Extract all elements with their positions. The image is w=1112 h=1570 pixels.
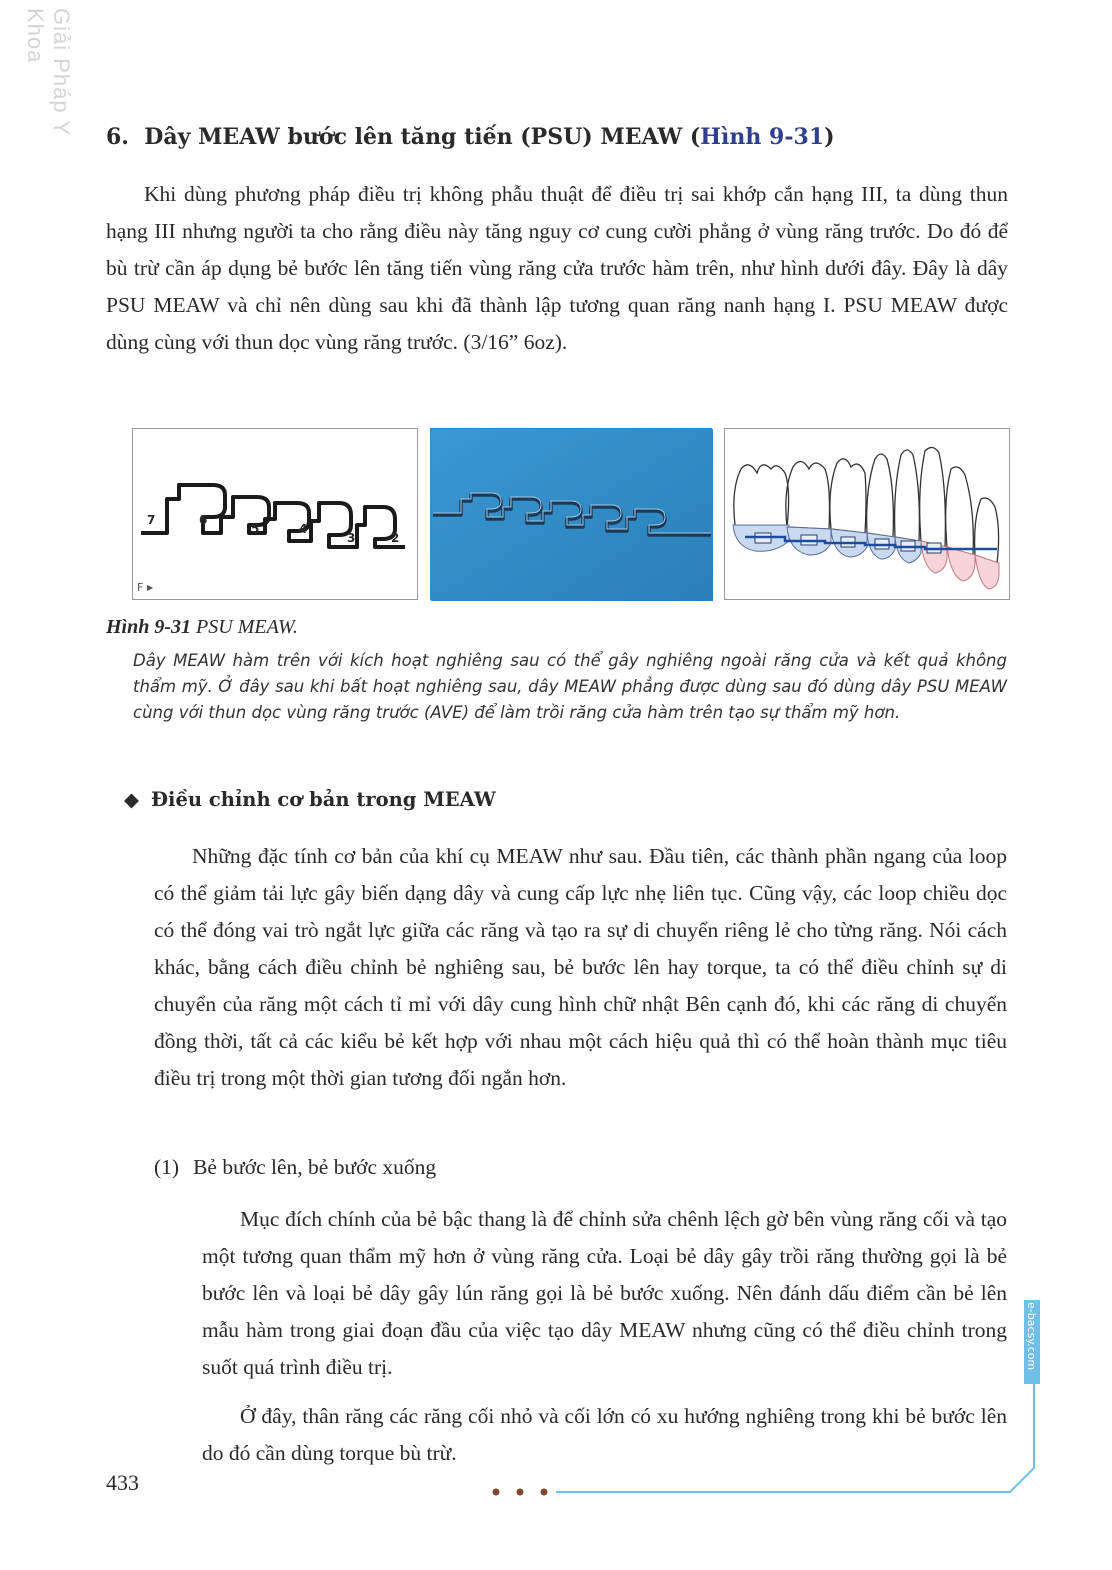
panel-label: F (137, 581, 144, 594)
teeth-illustration-panel (724, 428, 1010, 600)
figure-9-31 (132, 428, 1010, 602)
wire-diagram-icon (133, 429, 419, 601)
subsection-number: (1) (154, 1155, 180, 1179)
section-number: 6. (106, 124, 129, 150)
wire-photo-panel (430, 428, 712, 600)
figure-caption-title (106, 616, 298, 639)
page-number: 433 (106, 1470, 139, 1495)
section-title-close: ) (824, 124, 835, 150)
side-label-text: Giải Pháp Y Khoa (23, 8, 74, 136)
teeth-illustration-icon (725, 429, 1011, 601)
loop-number-3: 3 (347, 531, 356, 545)
side-label (0, 4, 74, 194)
intro-paragraph: Khi dùng phương pháp điều trị không phẫu thuật để điều trị sai khớp cắn hạng III, ta dùng thun hạng III nhưng người ta cho rằng điều này tăng nguy cơ cung cười phẳng ở vùng răng trước. Do đó để bù trừ cần áp dụng bẻ bước lên tăng tiến vùng răng cửa trước hàm trên, như hình dưới đây. Đây là dây PSU MEAW và chỉ nên dùng sau khi đã thành lập tương quan răng nanh hạng I. PSU MEAW được dùng cùng với thun dọc vùng răng trước. (3/16” 6oz). (106, 182, 1008, 354)
wire-photo-icon (431, 429, 713, 601)
bullet-heading (124, 788, 496, 811)
page-decoration-icon (470, 1380, 1050, 1510)
panel-arrow-icon: ▶ (147, 583, 154, 592)
watermark-text: e-bacsy.com (1025, 1302, 1038, 1371)
figure-caption-subtitle: PSU MEAW. (191, 616, 298, 638)
basic-adjustment-paragraph: Những đặc tính cơ bản của khí cụ MEAW như sau. Đầu tiên, các thành phần ngang của loop có thể giảm tải lực gây biến dạng dây và cung cấp lực nhẹ liên tục. Cũng vậy, các loop chiều dọc có thể đóng vai trò ngắt lực giữa các răng và tạo ra sự di chuyển riêng lẻ cho từng răng. Nói cách khác, bằng cách điều chỉnh bẻ nghiêng sau, bẻ bước lên hay torque, ta có thể điều chỉnh sự di chuyển của răng một cách tỉ mỉ với dây cung hình chữ nhật Bên cạnh đó, khi các răng di chuyển đồng thời, tất cả các kiểu bẻ kết hợp với nhau một cách hiệu quả thì có thể hoàn thành mục tiêu điều trị trong một thời gian tương đối ngắn hơn. (154, 844, 1007, 1090)
watermark-tab (1024, 1300, 1040, 1384)
loop-number-4: 4 (299, 522, 308, 536)
diamond-bullet-icon: ◆ (124, 788, 139, 811)
loop-number-7: 7 (147, 513, 156, 527)
step-purpose-paragraph: Mục đích chính của bẻ bậc thang là để chỉnh sửa chênh lệch gờ bên vùng răng cối và tạo một tương quan thẩm mỹ hơn ở vùng răng cửa. Loại bẻ dây gây trồi răng thường gọi là bẻ bước lên và loại bẻ dây gây lún răng gọi là bẻ bước xuống. Nên đánh dấu điểm cần bẻ lên mẫu hàm trong giai đoạn đầu của việc tạo dây MEAW nhưng cũng có thể điều chỉnh trong suốt quá trình điều trị. (202, 1207, 1007, 1379)
subsection-title: Bẻ bước lên, bẻ bước xuống (193, 1155, 437, 1179)
section-title (106, 124, 1026, 150)
bullet-heading-text: Điều chỉnh cơ bản trong MEAW (151, 788, 496, 811)
figure-reference-link[interactable]: Hình 9-31 (700, 124, 825, 150)
section-title-text: Dây MEAW bước lên tăng tiến (PSU) MEAW ( (144, 124, 701, 150)
loop-number-6: 6 (199, 513, 208, 527)
step-torque-paragraph: Ở đây, thân răng các răng cối nhỏ và cối lớn có xu hướng nghiêng trong khi bẻ bước lên do đó cần dùng torque bù trừ. (202, 1404, 1007, 1465)
subsection-heading (154, 1155, 436, 1180)
wire-diagram-panel (132, 428, 418, 600)
figure-caption-body: Dây MEAW hàm trên với kích hoạt nghiêng sau có thể gây nghiêng ngoài răng cửa và kết quả không thẩm mỹ. Ở đây sau khi bất hoạt nghiêng sau, dây MEAW phẳng được dùng sau đó dùng dây PSU MEAW cùng với thun dọc vùng răng trước (AVE) để làm trồi răng cửa hàm trên tạo sự thẩm mỹ hơn. (133, 651, 1007, 722)
figure-caption-label: Hình 9-31 (106, 616, 192, 638)
loop-number-2: 2 (391, 531, 400, 545)
loop-number-5: 5 (251, 522, 260, 536)
